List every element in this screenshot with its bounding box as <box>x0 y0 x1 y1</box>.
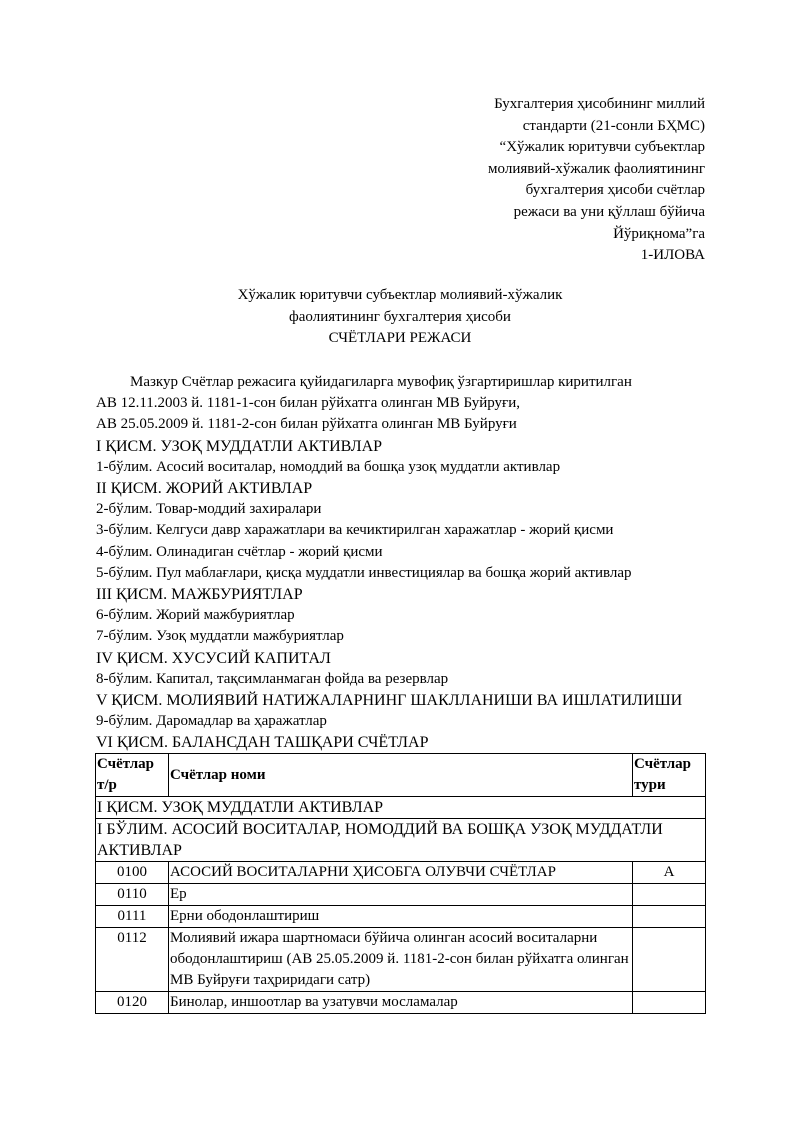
header-line: молиявий-хўжалик фаолиятининг <box>488 160 705 177</box>
account-type <box>633 928 706 992</box>
section-entry: 5-бўлим. Пул маблағлари, қисқа муддатли инвестициялар ва бошқа жорий активлар <box>96 564 632 581</box>
account-rows <box>96 862 706 1014</box>
section-entry: 3-бўлим. Келгуси давр харажатлари ва кечиктирилган харажатлар - жорий қисми <box>96 522 614 539</box>
header-line: стандарти (21-сонли БҲМС) <box>522 117 705 134</box>
section-heading: I БЎЛИМ. АСОСИЙ ВОСИТАЛАР, НОМОДДИЙ ВА БОШҚА УЗОҚ МУДДАТЛИ АКТИВЛАР <box>96 819 706 862</box>
table-header-row <box>96 754 706 797</box>
table-section-row <box>96 819 706 862</box>
title-line-1: Хўжалик юритувчи субъектлар молиявий-хўжалик <box>237 287 563 303</box>
part-heading: V ҚИСМ. МОЛИЯВИЙ НАТИЖАЛАРНИНГ ШАКЛЛАНИШИ ВА ИШЛАТИЛИШИ <box>96 692 683 710</box>
document-title <box>0 285 800 350</box>
header-line: режаси ва уни қўллаш бўйича <box>513 203 705 220</box>
account-name: Ер <box>169 884 633 906</box>
account-code: 0120 <box>96 992 169 1014</box>
section-entry: 9-бўлим. Даромадлар ва ҳаражатлар <box>96 713 327 730</box>
account-code: 0100 <box>96 862 169 884</box>
header-line: Бухгалтерия ҳисобининг миллий <box>494 96 705 112</box>
account-name: АСОСИЙ ВОСИТАЛАРНИ ҲИСОБГА ОЛУВЧИ СЧЁТЛАР <box>169 862 633 884</box>
account-name: Молиявий ижара шартномаси бўйича олинган асосий воситаларни ободонлаштириш (АВ 25.05.2009 й. 1181-2-сон билан рўйхатга олинган МВ Буйруғи таҳриридаги сатр) <box>169 928 633 992</box>
part-heading: I ҚИСМ. УЗОҚ МУДДАТЛИ АКТИВЛАР <box>96 797 706 819</box>
section-entry: 8-бўлим. Капитал, тақсимланмаган фойда ва резервлар <box>96 670 449 687</box>
account-code: 0110 <box>96 884 169 906</box>
title-line-2: фаолиятининг бухгалтерия ҳисоби <box>289 308 511 325</box>
intro-line-1: Мазкур Счётлар режасига қуйидагиларга мувофиқ ўзгартиришлар киритилган <box>130 374 632 390</box>
header-type: Счётлар тури <box>633 754 706 797</box>
header-line: “Хўжалик юритувчи субъектлар <box>499 139 705 156</box>
account-code: 0112 <box>96 928 169 992</box>
account-type <box>633 906 706 928</box>
table-row <box>96 884 706 906</box>
table-row <box>96 862 706 884</box>
section-entry: 6-бўлим. Жорий мажбуриятлар <box>96 607 295 624</box>
table-row <box>96 992 706 1014</box>
section-entry: 7-бўлим. Узоқ муддатли мажбуриятлар <box>96 628 344 645</box>
intro-line-3: АВ 25.05.2009 й. 1181-2-сон билан рўйхатга олинган МВ Буйруғи <box>96 416 517 433</box>
header-name: Счётлар номи <box>169 754 633 797</box>
account-name: Бинолар, иншоотлар ва узатувчи мосламалар <box>169 992 633 1014</box>
account-code: 0111 <box>96 906 169 928</box>
part-heading: IV ҚИСМ. ХУСУСИЙ КАПИТАЛ <box>96 649 331 667</box>
document-body <box>96 372 716 754</box>
table-part-row <box>96 797 706 819</box>
part-heading: I ҚИСМ. УЗОҚ МУДДАТЛИ АКТИВЛАР <box>96 437 383 455</box>
title-line-3: СЧЁТЛАРИ РЕЖАСИ <box>328 330 472 347</box>
account-type <box>633 884 706 906</box>
part-heading: II ҚИСМ. ЖОРИЙ АКТИВЛАР <box>96 480 313 498</box>
account-type <box>633 992 706 1014</box>
intro-line-2: АВ 12.11.2003 й. 1181-1-сон билан рўйхатга олинган МВ Буйруғи, <box>96 395 520 412</box>
accounts-table <box>95 753 706 1014</box>
account-name: Ерни ободонлаштириш <box>169 906 633 928</box>
approval-header <box>375 94 705 267</box>
header-code: Счётлар т/р <box>96 754 169 797</box>
section-entry: 1-бўлим. Асосий воситалар, номоддий ва бошқа узоқ муддатли активлар <box>96 458 561 475</box>
header-line: Йўриқнома”га <box>613 225 705 242</box>
section-entry: 2-бўлим. Товар-моддий захиралари <box>96 501 322 518</box>
account-type: А <box>633 862 706 884</box>
table-row <box>96 928 706 992</box>
appendix-label: 1-ИЛОВА <box>640 247 705 264</box>
contents-list <box>96 436 716 754</box>
section-entry: 4-бўлим. Олинадиган счётлар - жорий қисми <box>96 543 383 560</box>
table-row <box>96 906 706 928</box>
part-heading: III ҚИСМ. МАЖБУРИЯТЛАР <box>96 586 303 604</box>
part-heading: VI ҚИСМ. БАЛАНСДАН ТАШҚАРИ СЧЁТЛАР <box>96 734 429 752</box>
header-line: бухгалтерия ҳисоби счётлар <box>525 182 705 199</box>
